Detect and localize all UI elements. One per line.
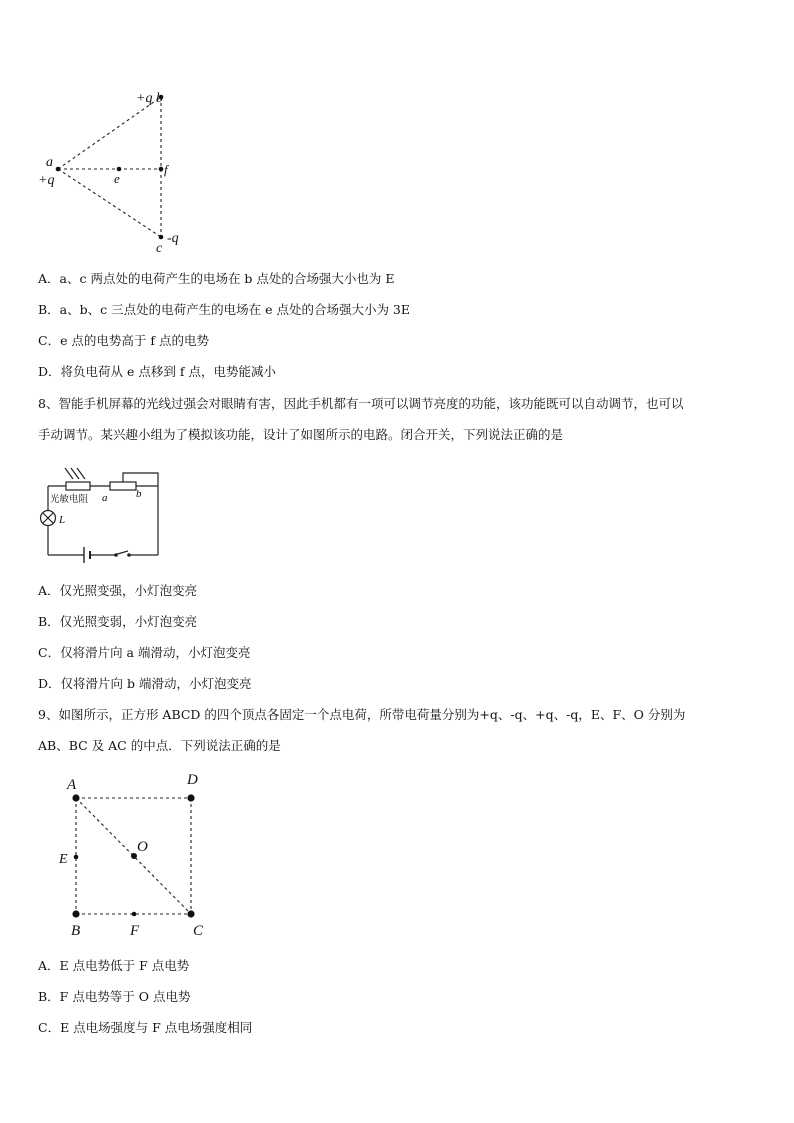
end-b-label: b [136,488,142,500]
point-F [132,912,137,917]
q9-option-c: C．E 点电场强度与 F 点电场强度相同 [38,1020,253,1035]
point-C [187,910,194,917]
point-D [187,794,194,801]
q9-option-b: B．F 点电势等于 O 点电势 [38,989,191,1004]
label-plus-q: +q [38,173,55,188]
point-E [74,855,79,860]
q8-option-b: B．仅光照变弱，小灯泡变亮 [38,614,198,629]
point-B [72,910,79,917]
q8-stem-line2: 手动调节。某兴趣小组为了模拟该功能，设计了如图所示的电路。闭合开关，下列说法正确的是 [38,427,564,442]
q8-stem-line1: 8、智能手机屏幕的光线过强会对眼睛有害，因此手机都有一项可以调节亮度的功能，该功能既可以自动调节，也可以 [38,396,684,411]
point-A [72,794,79,801]
q8-option-a: A．仅光照变强，小灯泡变亮 [38,583,198,598]
q9-stem-line1: 9、如图所示，正方形 ABCD 的四个顶点各固定一个点电荷，所带电荷量分别为+q、-q、+q、-q，E、F、O 分别为 [38,707,686,722]
triangle-charge-figure [30,82,200,257]
point-a [56,167,61,172]
end-a-label: a [102,492,108,504]
rheostat [110,482,136,490]
circuit-figure [36,460,166,568]
square-charge-figure [50,768,220,940]
lamp-label: L [59,514,66,526]
label-c: c [156,241,163,256]
label-E: E [59,852,68,867]
label-D: D [187,772,198,788]
q9-option-a: A．E 点电势低于 F 点电势 [38,958,190,973]
label-C: C [193,923,204,939]
label-F: F [130,923,140,939]
label-B: B [71,923,81,939]
point-f [159,167,164,172]
q7-option-c: C．e 点的电势高于 f 点的电势 [38,333,210,348]
label-a: a [46,155,53,170]
q8-option-c: C．仅将滑片向 a 端滑动，小灯泡变亮 [38,645,251,660]
label-f: f [164,162,168,177]
q7-option-a: A．a、c 两点处的电荷产生的电场在 b 点处的合场强大小也为 E [38,271,395,286]
rheostat-slider [123,473,158,486]
label-A: A [67,777,77,793]
point-c [159,235,164,240]
label-e: e [114,171,120,186]
q8-option-d: D．仅将滑片向 b 端滑动，小灯泡变亮 [38,676,252,691]
q9-stem-line2: AB、BC 及 AC 的中点．下列说法正确的是 [38,738,281,753]
q7-option-d: D．将负电荷从 e 点移到 f 点，电势能减小 [38,364,276,379]
q7-option-b: B．a、b、c 三点处的电荷产生的电场在 e 点处的合场强大小为 3E [38,302,411,317]
label-O: O [137,839,148,855]
photoresistor [66,482,90,490]
photoresistor-label: 光敏电阻 [50,494,89,505]
label-b: +q b [136,91,163,106]
label-minus-q: -q [167,231,179,246]
